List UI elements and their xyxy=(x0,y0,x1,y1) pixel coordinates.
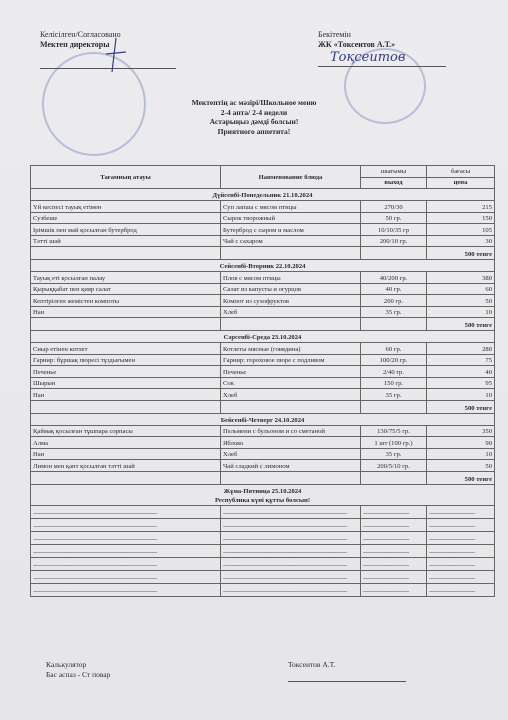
dish-row xyxy=(31,201,495,213)
dash-kz: ------------------------------------------------------------------------- xyxy=(31,505,221,518)
friday-greeting: Республика күні құтты болсын! xyxy=(214,496,311,504)
day-total: 500 тенге xyxy=(427,318,495,331)
day-title: Сейсенбі-Вторник 22.10.2024 xyxy=(31,260,495,272)
dash-out: --------------------------- xyxy=(361,505,427,518)
dish-row xyxy=(31,377,495,389)
dish-row xyxy=(31,460,495,472)
dash-kz: ------------------------------------------------------------------------- xyxy=(31,531,221,544)
head-cook-name: Токсеитов А.Т. xyxy=(288,660,336,669)
dish-ru: Хлеб xyxy=(221,306,361,318)
total-empty xyxy=(31,247,221,260)
signature-right: Тоқсеитов xyxy=(330,50,406,65)
dash-price: --------------------------- xyxy=(427,583,495,596)
dish-ru: Компот из сухофруктов xyxy=(221,295,361,307)
dish-kz: Нан xyxy=(31,306,221,318)
dish-kz: Шырын xyxy=(31,377,221,389)
menu-title: Мектептің ас мәзірі/Школьное меню 2-4 апта/ 2-4 недели Астарыңыз дәмді болсын! Приятного аппетита! xyxy=(191,98,317,136)
dash-price: --------------------------- xyxy=(427,518,495,531)
dash-price: --------------------------- xyxy=(427,531,495,544)
dish-ru: Сырок творожный xyxy=(221,212,361,224)
dish-ru: Чай сладкий с лимоном xyxy=(221,460,361,472)
total-empty xyxy=(221,471,361,484)
dish-kz: Ірімшік пен май қосылған бутерброд xyxy=(31,224,221,236)
dash-ru: ------------------------------------------------------------------------- xyxy=(221,570,361,583)
dish-output: 35 гр. xyxy=(361,306,427,318)
dish-ru: Хлеб xyxy=(221,448,361,460)
dish-ru: Яблоко xyxy=(221,437,361,449)
dish-kz: Қаймақ қосылған тұшпара сорпасы xyxy=(31,425,221,437)
day-total-row xyxy=(31,247,495,260)
approve-label: Бекітемін xyxy=(318,30,351,39)
footer-right xyxy=(288,660,335,670)
dash-kz: ------------------------------------------------------------------------- xyxy=(31,518,221,531)
col-output-kz: шығымы xyxy=(361,166,427,178)
dish-output: 1 шт (100 гр.) xyxy=(361,437,427,449)
dish-kz: Сузбеше xyxy=(31,212,221,224)
dish-row xyxy=(31,306,495,318)
dish-kz: Печенье xyxy=(31,366,221,378)
total-empty xyxy=(361,247,427,260)
dish-kz: Лимон мен қант қосылған тәтті шай xyxy=(31,460,221,472)
dash-price: --------------------------- xyxy=(427,570,495,583)
dish-kz: Кептірілген жемістен компоты xyxy=(31,295,221,307)
empty-row xyxy=(31,505,495,518)
signature-line-right xyxy=(318,66,446,67)
dish-kz: Үй кеспесі тауық етімен xyxy=(31,201,221,213)
friday-day: Жұма-Пятница 25.10.2024 xyxy=(223,487,302,495)
dash-kz: ------------------------------------------------------------------------- xyxy=(31,583,221,596)
day-header-row xyxy=(31,413,495,425)
dish-price: 105 xyxy=(427,224,495,236)
dish-kz: Нан xyxy=(31,448,221,460)
dish-output: 35 гр. xyxy=(361,448,427,460)
total-empty xyxy=(221,400,361,413)
footer-signature-line xyxy=(288,681,406,682)
dash-ru: ------------------------------------------------------------------------- xyxy=(221,583,361,596)
dish-price: 50 xyxy=(427,460,495,472)
dish-kz: Қырыққабат пен қияр салат xyxy=(31,283,221,295)
dish-price: 215 xyxy=(427,201,495,213)
dish-row xyxy=(31,366,495,378)
total-empty xyxy=(31,400,221,413)
dish-output: 200/10 гр. xyxy=(361,235,427,247)
day-total-row xyxy=(31,318,495,331)
dish-price: 380 xyxy=(427,272,495,284)
dish-output: 100/20 гр. xyxy=(361,354,427,366)
dash-kz: ------------------------------------------------------------------------- xyxy=(31,544,221,557)
dish-row xyxy=(31,354,495,366)
dish-output: 150 гр. xyxy=(361,377,427,389)
dash-ru: ------------------------------------------------------------------------- xyxy=(221,557,361,570)
total-empty xyxy=(31,318,221,331)
total-empty xyxy=(361,471,427,484)
day-total-row xyxy=(31,400,495,413)
ie-name-label: ЖК «Токсеитов А.Т.» xyxy=(318,40,396,49)
dish-price: 40 xyxy=(427,366,495,378)
head-cook-label: Бас аспаз - Ст повар xyxy=(46,670,111,679)
empty-row xyxy=(31,518,495,531)
dish-price: 350 xyxy=(427,425,495,437)
dish-ru: Котлеты мясные (говядина) xyxy=(221,343,361,355)
empty-row xyxy=(31,570,495,583)
dash-out: --------------------------- xyxy=(361,570,427,583)
dish-ru: Чай с сахаром xyxy=(221,235,361,247)
calculator-label: Калькулятор xyxy=(46,660,87,669)
signature-left xyxy=(96,36,136,76)
total-empty xyxy=(361,318,427,331)
day-header-row xyxy=(31,331,495,343)
dish-row xyxy=(31,272,495,284)
approval-right xyxy=(318,30,395,50)
dish-row xyxy=(31,437,495,449)
dash-kz: ------------------------------------------------------------------------- xyxy=(31,570,221,583)
dish-price: 280 xyxy=(427,343,495,355)
dish-ru: Суп лапша с мясом птицы xyxy=(221,201,361,213)
dish-ru: Сок xyxy=(221,377,361,389)
total-empty xyxy=(361,400,427,413)
dish-price: 10 xyxy=(427,306,495,318)
dish-row xyxy=(31,283,495,295)
empty-row xyxy=(31,531,495,544)
day-total: 500 тенге xyxy=(427,400,495,413)
col-price-ru: цена xyxy=(427,177,495,189)
dash-ru: ------------------------------------------------------------------------- xyxy=(221,518,361,531)
dish-output: 60 гр. xyxy=(361,343,427,355)
dish-output: 40 гр. xyxy=(361,283,427,295)
dash-ru: ------------------------------------------------------------------------- xyxy=(221,531,361,544)
dish-ru: Салат из капусты и огурцов xyxy=(221,283,361,295)
dash-out: --------------------------- xyxy=(361,557,427,570)
dash-ru: ------------------------------------------------------------------------- xyxy=(221,544,361,557)
dish-kz: Алма xyxy=(31,437,221,449)
dish-row xyxy=(31,295,495,307)
dish-output: 40/200 гр. xyxy=(361,272,427,284)
dash-price: --------------------------- xyxy=(427,557,495,570)
dish-row xyxy=(31,224,495,236)
dish-output: 270/30 xyxy=(361,201,427,213)
dish-ru: Гарнир: гороховое пюре с подливом xyxy=(221,354,361,366)
dish-output: 130/75/5 гр. xyxy=(361,425,427,437)
empty-row xyxy=(31,557,495,570)
total-empty xyxy=(221,247,361,260)
dish-kz: Тәтті шай xyxy=(31,235,221,247)
total-empty xyxy=(31,471,221,484)
dish-ru: Печенье xyxy=(221,366,361,378)
dish-row xyxy=(31,212,495,224)
day-header-row xyxy=(31,484,495,505)
dish-output: 200/5/10 гр. xyxy=(361,460,427,472)
day-total: 500 тенге xyxy=(427,471,495,484)
dish-output: 2/40 гр. xyxy=(361,366,427,378)
dish-output: 10/10/35 гр xyxy=(361,224,427,236)
day-total-row xyxy=(31,471,495,484)
dish-ru: Пельмени с бульоном и со сметаной xyxy=(221,425,361,437)
dish-price: 60 xyxy=(427,283,495,295)
dash-out: --------------------------- xyxy=(361,583,427,596)
day-title: Дүйсенбі-Понедельник 21.10.2024 xyxy=(31,189,495,201)
col-output-ru: выход xyxy=(361,177,427,189)
dish-ru: Плов с мясом птицы xyxy=(221,272,361,284)
day-header-row xyxy=(31,260,495,272)
day-title: Бейсенбі-Четверг 24.10.2024 xyxy=(31,413,495,425)
dish-row xyxy=(31,389,495,401)
dish-row xyxy=(31,343,495,355)
dish-kz: Нан xyxy=(31,389,221,401)
empty-row xyxy=(31,583,495,596)
day-header-row xyxy=(31,189,495,201)
dish-row xyxy=(31,425,495,437)
dish-ru: Хлеб xyxy=(221,389,361,401)
dish-ru: Бутерброд с сыром и маслом xyxy=(221,224,361,236)
menu-table xyxy=(30,165,495,597)
dash-price: --------------------------- xyxy=(427,544,495,557)
total-empty xyxy=(221,318,361,331)
dash-out: --------------------------- xyxy=(361,544,427,557)
day-total: 500 тенге xyxy=(427,247,495,260)
dash-ru: ------------------------------------------------------------------------- xyxy=(221,505,361,518)
col-kz-name: Тағамның атауы xyxy=(31,166,221,189)
dash-out: --------------------------- xyxy=(361,518,427,531)
dish-row xyxy=(31,448,495,460)
dish-price: 90 xyxy=(427,437,495,449)
dish-output: 35 гр. xyxy=(361,389,427,401)
dish-kz: Сиыр етінен котлет xyxy=(31,343,221,355)
day-title: Сәрсенбі-Среда 23.10.2024 xyxy=(31,331,495,343)
dish-kz: Гарнир: бұршақ пюресі тұздығымен xyxy=(31,354,221,366)
dish-price: 150 xyxy=(427,212,495,224)
dish-kz: Тауық еті қосылған палау xyxy=(31,272,221,284)
dish-price: 50 xyxy=(427,295,495,307)
col-price-kz: бағасы xyxy=(427,166,495,178)
footer-left xyxy=(46,660,110,680)
friday-title xyxy=(31,484,495,505)
dish-output: 200 гр. xyxy=(361,295,427,307)
agreed-label: Келісілген/Согласовано xyxy=(40,30,121,39)
school-director-label: Мектеп директоры xyxy=(40,40,110,49)
dish-price: 10 xyxy=(427,389,495,401)
col-ru-name: Наименование блюда xyxy=(221,166,361,189)
dish-row xyxy=(31,235,495,247)
empty-row xyxy=(31,544,495,557)
dish-price: 95 xyxy=(427,377,495,389)
dish-price: 30 xyxy=(427,235,495,247)
dish-price: 10 xyxy=(427,448,495,460)
dish-price: 75 xyxy=(427,354,495,366)
dish-output: 50 гр. xyxy=(361,212,427,224)
dash-out: --------------------------- xyxy=(361,531,427,544)
dash-kz: ------------------------------------------------------------------------- xyxy=(31,557,221,570)
dash-price: --------------------------- xyxy=(427,505,495,518)
